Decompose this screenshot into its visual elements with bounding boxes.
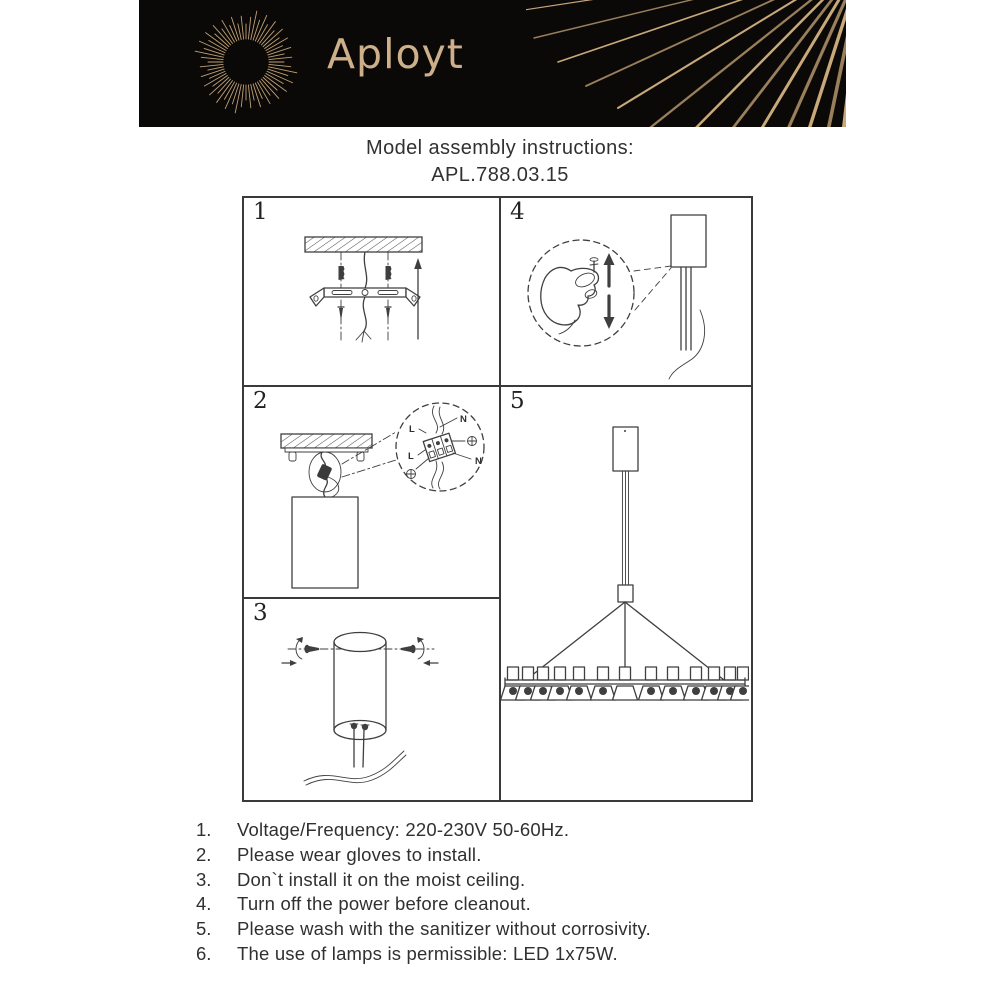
panel-2-wiring <box>244 387 501 599</box>
panel-number: 3 <box>253 600 268 626</box>
brand-name: Aployt <box>327 30 464 78</box>
anchor-icon <box>386 266 392 280</box>
ground-icon <box>468 437 477 446</box>
list-item <box>196 868 846 893</box>
brand-banner <box>139 0 846 127</box>
list-item <box>196 818 846 843</box>
rays-decoration-icon <box>526 0 846 127</box>
list-item-number: 6. <box>196 942 212 964</box>
terminal-block <box>423 433 455 461</box>
panel-number: 2 <box>253 388 268 414</box>
panel-number: 4 <box>510 199 525 225</box>
list-item <box>196 942 846 967</box>
hand-callout-circle <box>528 240 634 346</box>
screw-icon <box>401 637 438 666</box>
list-item-text: Please wear gloves to install. <box>237 843 482 865</box>
lamp-shades <box>501 686 749 700</box>
list-item <box>196 843 846 868</box>
ground-icon <box>407 470 416 479</box>
anchor-icon <box>339 266 345 280</box>
model-number: APL.788.03.15 <box>431 164 569 186</box>
panel-1-bracket-mounting <box>244 198 501 387</box>
suspension-rod <box>623 471 629 585</box>
panel-5-assembled-lamp <box>501 387 751 800</box>
list-item <box>196 892 846 917</box>
list-item-number: 2. <box>196 843 212 865</box>
cylinder-canopy <box>334 633 386 740</box>
list-item-number: 1. <box>196 819 212 840</box>
canopy-box <box>671 215 706 267</box>
list-item-number: 3. <box>196 868 212 890</box>
list-item-text: The use of lamps is permissible: LED 1x75W. <box>237 942 618 964</box>
list-item-text: Please wash with the sanitizer without corrosivity. <box>237 918 651 940</box>
bracket-foot <box>289 452 296 461</box>
ceiling-slab <box>305 237 422 252</box>
diagram-bracket-mounting <box>244 198 499 385</box>
suspension-cables <box>669 267 705 379</box>
wire-label-n: N <box>475 456 482 467</box>
list-item-number: 5. <box>196 918 212 940</box>
power-cord <box>304 751 406 785</box>
canopy-box <box>292 497 358 588</box>
panel-3-canopy-screws <box>244 599 501 800</box>
diagram-canopy-screws <box>244 599 499 798</box>
panel-4-cord-adjuster <box>501 198 751 387</box>
list-item-text: Don`t install it on the moist ceiling. <box>237 868 526 890</box>
diagram-cord-adjuster <box>501 198 749 385</box>
panel-number: 5 <box>510 388 525 414</box>
hand-icon <box>541 267 599 334</box>
rod-connector <box>618 585 633 602</box>
bottom-bolts <box>350 723 369 730</box>
list-item-number: 4. <box>196 893 212 915</box>
diagram-wiring <box>244 387 499 597</box>
wire-label-l: L <box>409 424 415 435</box>
panel-number: 1 <box>253 199 268 225</box>
screw-icon <box>282 637 319 666</box>
wire-label-n: N <box>460 414 467 425</box>
instruction-grid <box>242 196 753 802</box>
list-item-text: Turn off the power before cleanout. <box>237 893 531 915</box>
list-item <box>196 917 846 942</box>
up-down-arrows-icon <box>604 253 615 329</box>
page-title: Model assembly instructions: <box>366 137 634 159</box>
lamp-sockets <box>508 667 749 680</box>
cables <box>354 729 364 767</box>
wire-label-l: L <box>408 451 414 462</box>
list-item-text: Voltage/Frequency: 220-230V 50-60Hz. <box>237 819 570 840</box>
ceiling-slab <box>281 434 372 448</box>
instruction-list <box>196 818 846 967</box>
sunburst-logo-icon <box>187 2 305 125</box>
diagram-assembled-lamp <box>501 387 749 800</box>
canopy-box <box>613 427 638 471</box>
